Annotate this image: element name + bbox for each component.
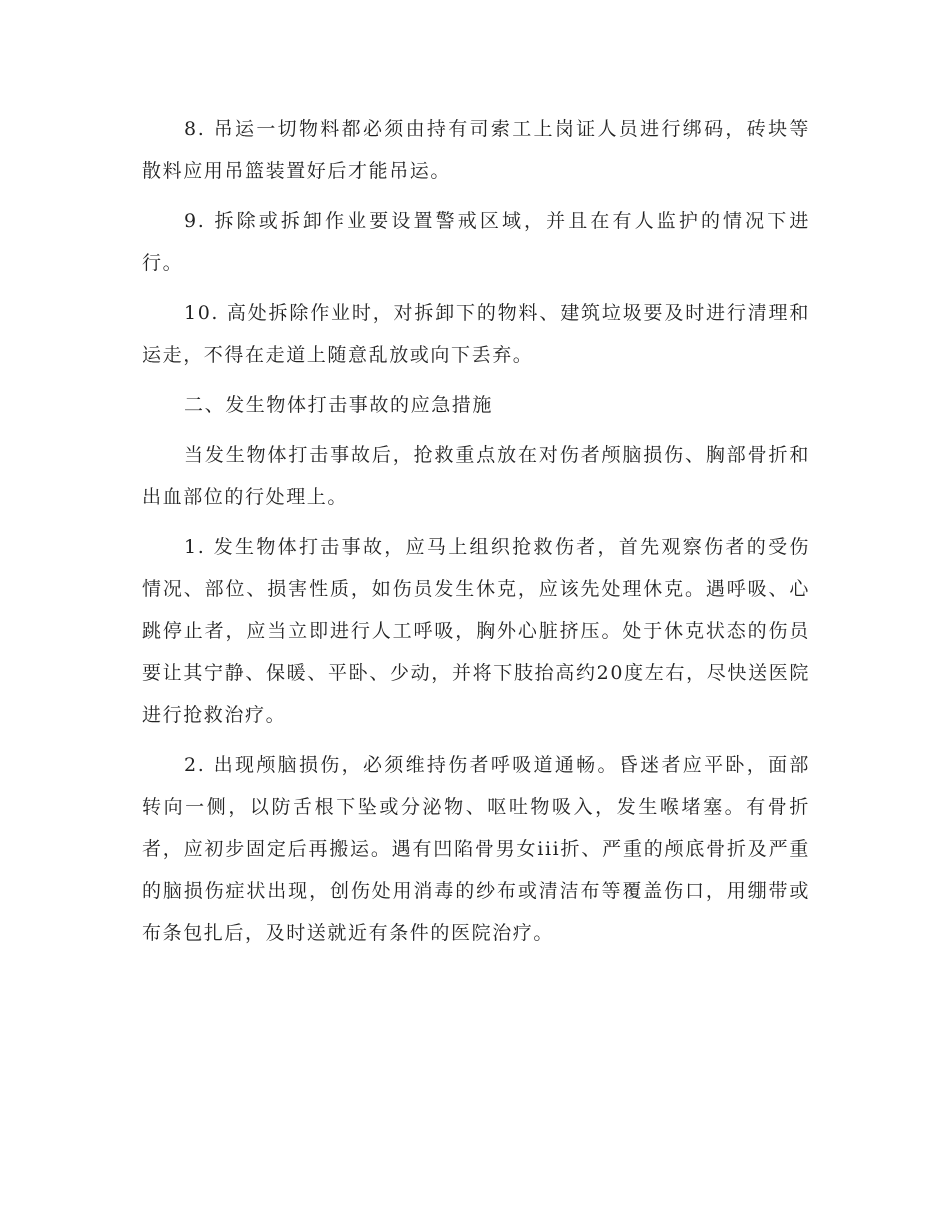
- paragraph-item-8: 8. 吊运一切物料都必须由持有司索工上岗证人员进行绑码，砖块等散料应用吊篮装置好后才能吊运。: [142, 118, 810, 182]
- paragraph-measure-2: 2. 出现颅脑损伤，必须维持伤者呼吸道通畅。昏迷者应平卧，面部转向一侧，以防舌根下坠或分泌物、呕吐物吸入，发生喉堵塞。有骨折者，应初步固定后再搬运。遇有凹陷骨男女iii折、严重的颅底骨折及严重的脑损伤症状出现，创伤处用消毒的纱布或清洁布等覆盖伤口，用绷带或布条包扎后，及时送就近有条件的医院治疗。: [142, 754, 810, 944]
- document-body: [142, 108, 810, 962]
- paragraph-item-9: 9. 拆除或拆卸作业要设置警戒区域，并且在有人监护的情况下进行。: [142, 210, 810, 274]
- section-heading: 二、发生物体打击事故的应急措施: [184, 394, 494, 416]
- paragraph-measure-1: 1. 发生物体打击事故，应马上组织抢救伤者，首先观察伤者的受伤情况、部位、损害性质，如伤员发生休克，应该先处理休克。遇呼吸、心跳停止者，应当立即进行人工呼吸，胸外心脏挤压。处于休克状态的伤员要让其宁静、保暖、平卧、少动，并将下肢抬高约20度左右，尽快送医院进行抢救治疗。: [142, 536, 810, 726]
- section-intro: 当发生物体打击事故后，抢救重点放在对伤者颅脑损伤、胸部骨折和出血部位的行处理上。: [142, 444, 810, 508]
- paragraph-item-10: 10. 高处拆除作业时，对拆卸下的物料、建筑垃圾要及时进行清理和运走，不得在走道上随意乱放或向下丢弃。: [142, 302, 810, 366]
